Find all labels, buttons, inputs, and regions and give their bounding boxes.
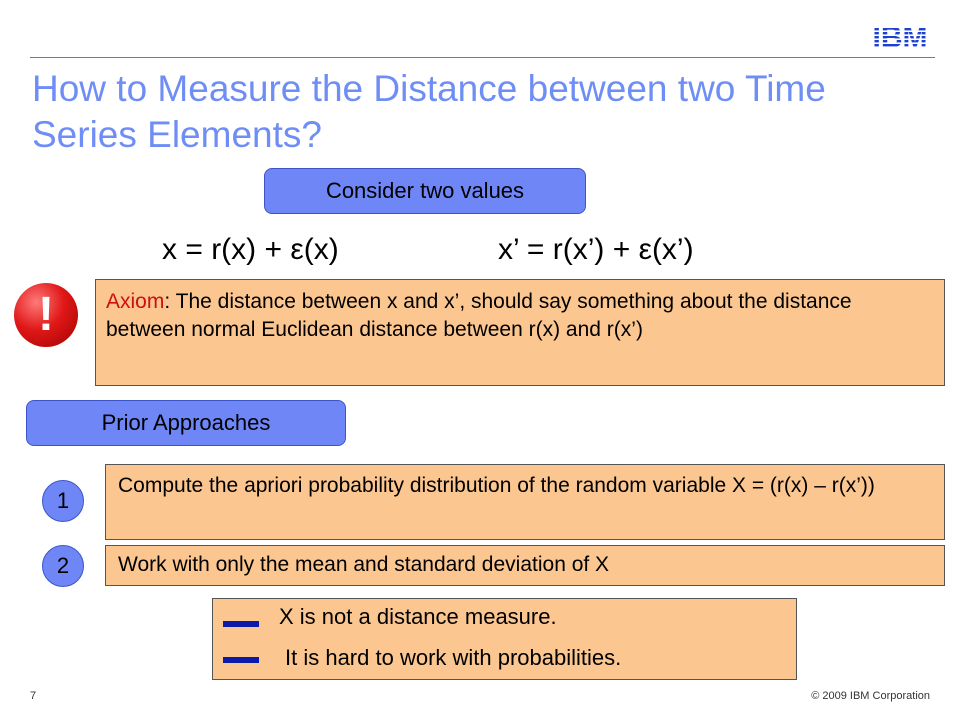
consider-values-label: Consider two values	[264, 168, 586, 214]
equation-x-prime: x’ = r(x’) + ε(x’)	[498, 233, 694, 266]
approach-number-2: 2	[42, 545, 84, 587]
approach-box-2: Work with only the mean and standard deviation of X	[105, 545, 945, 586]
approach-box-1: Compute the apriori probability distribution of the random variable X = (r(x) – r(x’))	[105, 464, 945, 540]
approach-number-1: 1	[42, 480, 84, 522]
axiom-text: : The distance between x and x’, should say something about the distance between normal Euclidean distance between r(x) and r(x’)	[106, 290, 852, 341]
note-item: X is not a distance measure.	[279, 604, 557, 629]
note-item: It is hard to work with probabilities.	[285, 645, 622, 670]
dash-bullet-icon	[223, 657, 259, 663]
header-rule	[30, 57, 935, 58]
ibm-logo	[866, 20, 934, 50]
exclamation-icon: !	[14, 283, 78, 347]
equation-x: x = r(x) + ε(x)	[162, 233, 339, 266]
prior-approaches-label: Prior Approaches	[26, 400, 346, 446]
page-number: 7	[30, 690, 37, 702]
axiom-box	[95, 279, 945, 386]
notes-box	[212, 598, 797, 680]
copyright: © 2009 IBM Corporation	[811, 690, 930, 702]
axiom-keyword: Axiom	[106, 290, 165, 313]
dash-bullet-icon	[223, 621, 259, 627]
page-title: How to Measure the Distance between two Time Series Elements?	[32, 68, 826, 155]
